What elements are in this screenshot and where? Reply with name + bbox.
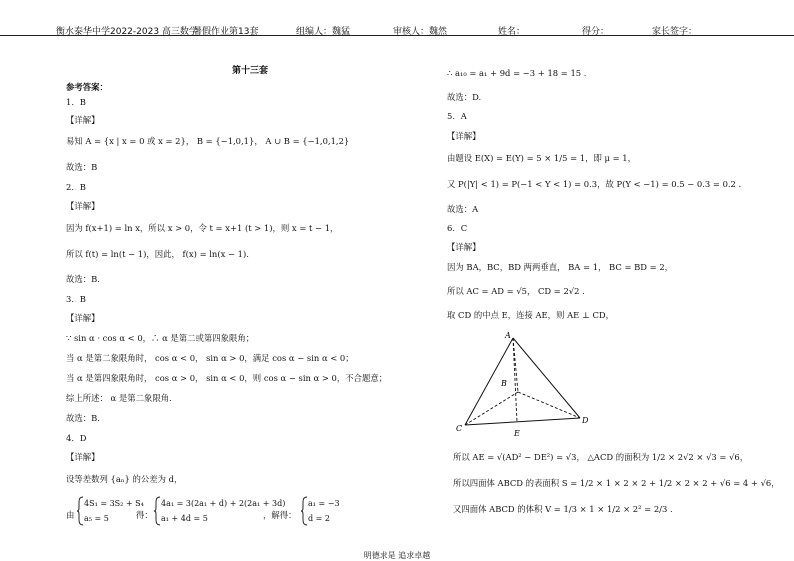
q4-sys-mid: 得： (136, 510, 153, 520)
brace-1 (76, 496, 84, 526)
assignment-name: 暑假作业第13套 (193, 27, 259, 37)
page-header (0, 0, 794, 36)
q3-line3: 当 α 是第四象限角时， cos α > 0， sin α < 0，则 cos α − sin α > 0，不合题意； (66, 373, 388, 383)
q4-sys1-eq1: 4S₁ = 3S₂ + S₄ (84, 499, 144, 508)
reviewer: 审核人：魏然 (393, 27, 448, 37)
q6-line6: 又四面体 ABCD 的体积 V = 1/3 × 1 × 1/2 × 2² = 2/3 . (453, 504, 673, 514)
q4-sys3-eq1: a₁ = −3 (308, 499, 340, 508)
school-name: 衡水泰华中学2022-2023 高三数学 (56, 27, 198, 37)
q3-detail: 【详解】 (66, 313, 100, 323)
q4-line1: 设等差数列 {aₙ} 的公差为 d， (66, 474, 183, 484)
q6-line4: 所以 AE = √(AD² − DE²) = √3， △ACD 的面积为 1/2 × 2√2 × √3 = √6， (453, 452, 749, 462)
answers-heading: 参考答案： (66, 82, 108, 92)
q6-line5: 所以四面体 ABCD 的表面积 S = 1/2 × 1 × 2 × 2 + 1/2 × 2 × 2 + √6 = 4 + √6， (453, 478, 780, 488)
q4-sys2-eq2: a₁ + 4d = 5 (161, 514, 208, 523)
set-title: 第十三套 (232, 66, 269, 76)
q5-detail: 【详解】 (447, 131, 481, 141)
q5-answer: 5．A (447, 111, 467, 121)
q1-detail: 【详解】 (66, 115, 100, 125)
q5-choice: 故选：A (447, 204, 479, 214)
q2-line1: 因为 f(x+1) = ln x，所以 x > 0，令 t = x+1 (t > 1)，则 x = t − 1， (66, 223, 339, 233)
q2-choice: 故选：B. (66, 274, 100, 284)
q1-choice: 故选：B (66, 162, 98, 172)
q6-line3: 取 CD 的中点 E，连接 AE，则 AE ⊥ CD， (447, 310, 614, 320)
q4-sys-solve: ，解得： (263, 510, 297, 520)
q3-choice: 故选：B. (66, 413, 100, 423)
q4-detail: 【详解】 (66, 452, 100, 462)
vertex-a: A (505, 331, 511, 340)
name-field: 姓名： (498, 27, 526, 37)
q2-detail: 【详解】 (66, 201, 100, 211)
q3-line1: ∵ sin α · cos α < 0，∴ α 是第二或第四象限角； (66, 333, 255, 343)
vertex-c: C (456, 424, 463, 433)
q4-answer: 4．D (66, 433, 87, 443)
q5-line1: 由题设 E(X) = E(Y) = 5 × 1/5 = 1，即 μ = 1， (447, 153, 636, 163)
score-field: 得分： (582, 27, 610, 37)
q4-sys1-eq2: a₅ = 5 (84, 514, 109, 523)
q3-line4: 综上所述： α 是第二象限角. (66, 393, 172, 403)
brace-2 (153, 496, 161, 526)
q4-sys-prefix: 由 (66, 510, 75, 520)
tetrahedron-figure (455, 330, 595, 442)
q3-line2: 当 α 是第二象限角时， cos α < 0， sin α > 0，满足 cos α − sin α < 0； (66, 353, 354, 363)
parent-signature-field: 家长签字： (652, 27, 698, 37)
q4-cont-choice: 故选：D. (447, 92, 482, 102)
q6-line2: 所以 AC = AD = √5， CD = 2√2 . (447, 286, 585, 296)
vertex-b: B (501, 379, 507, 388)
point-e: E (514, 429, 520, 438)
q6-answer: 6．C (447, 223, 468, 233)
q4-sys3-eq2: d = 2 (308, 514, 330, 523)
q4-sys2-eq1: 4a₁ = 3(2a₁ + d) + 2(2a₁ + 3d) (161, 499, 286, 508)
vertex-d: D (582, 416, 589, 425)
footer-motto: 明德求是 追求卓越 (363, 551, 431, 560)
q4-cont-line1: ∴ a₁₀ = a₁ + 9d = −3 + 18 = 15 . (447, 68, 587, 78)
brace-3 (300, 496, 308, 526)
q6-line1: 因为 BA，BC，BD 两两垂直， BA = 1， BC = BD = 2， (447, 262, 674, 272)
q6-detail: 【详解】 (447, 242, 481, 252)
q1-answer: 1．B (66, 97, 86, 107)
q2-line2: 所以 f(t) = ln(t − 1)，因此， f(x) = ln(x − 1). (66, 249, 249, 259)
q2-answer: 2．B (66, 182, 86, 192)
q5-line2: 又 P(|Y| < 1) = P(−1 < Y < 1) = 0.3，故 P(Y < −1) = 0.5 − 0.3 = 0.2 . (447, 179, 742, 189)
q1-line1: 易知 A = {x | x = 0 或 x = 2}， B = {−1,0,1}， A ∪ B = {−1,0,1,2} (66, 136, 350, 146)
q3-answer: 3．B (66, 294, 86, 304)
group-lead: 组编人：魏猛 (296, 27, 351, 37)
